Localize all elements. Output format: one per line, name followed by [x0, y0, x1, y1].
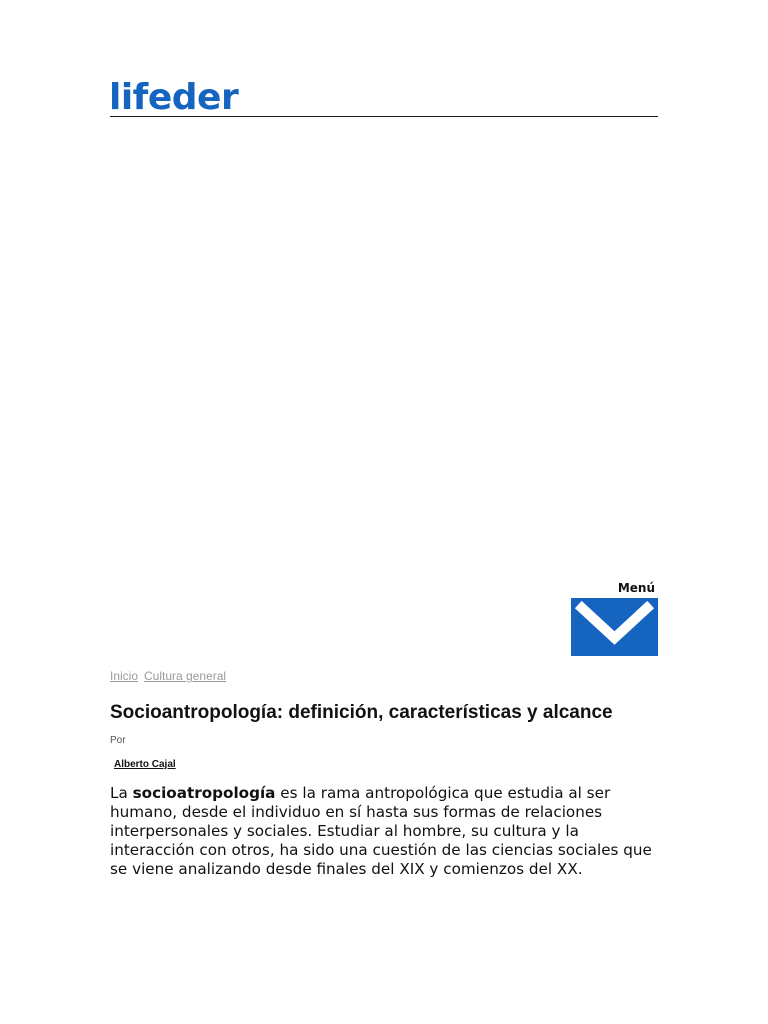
- breadcrumb-item-cultura-general[interactable]: Cultura general: [144, 669, 227, 683]
- byline-label: Por: [110, 735, 126, 746]
- chevron-down-icon: [571, 598, 658, 656]
- article-intro: [110, 784, 658, 879]
- breadcrumb-item-inicio[interactable]: Inicio: [110, 669, 139, 683]
- article-title: Socioantropología: definición, características y alcance: [110, 702, 613, 723]
- intro-term: socioatropología: [132, 784, 276, 802]
- breadcrumb: [110, 668, 226, 684]
- menu-toggle-button[interactable]: [571, 598, 658, 656]
- site-header: [110, 78, 658, 117]
- site-logo[interactable]: lifeder: [109, 77, 239, 118]
- ad-placeholder: [110, 130, 658, 570]
- author-link[interactable]: Alberto Cajal: [114, 759, 176, 770]
- intro-text: es la rama antropológica que estudia al ser humano, desde el individuo en sí hasta sus formas de relaciones interpersonales y sociales. Estudiar al hombre, su cultura y la interacción con otros, ha sido una cuestión de las ciencias sociales que se viene analizando desde finales del XIX y comienzos del XX.: [110, 784, 652, 878]
- menu-label: Menú: [617, 581, 655, 595]
- intro-prefix: La: [110, 784, 133, 802]
